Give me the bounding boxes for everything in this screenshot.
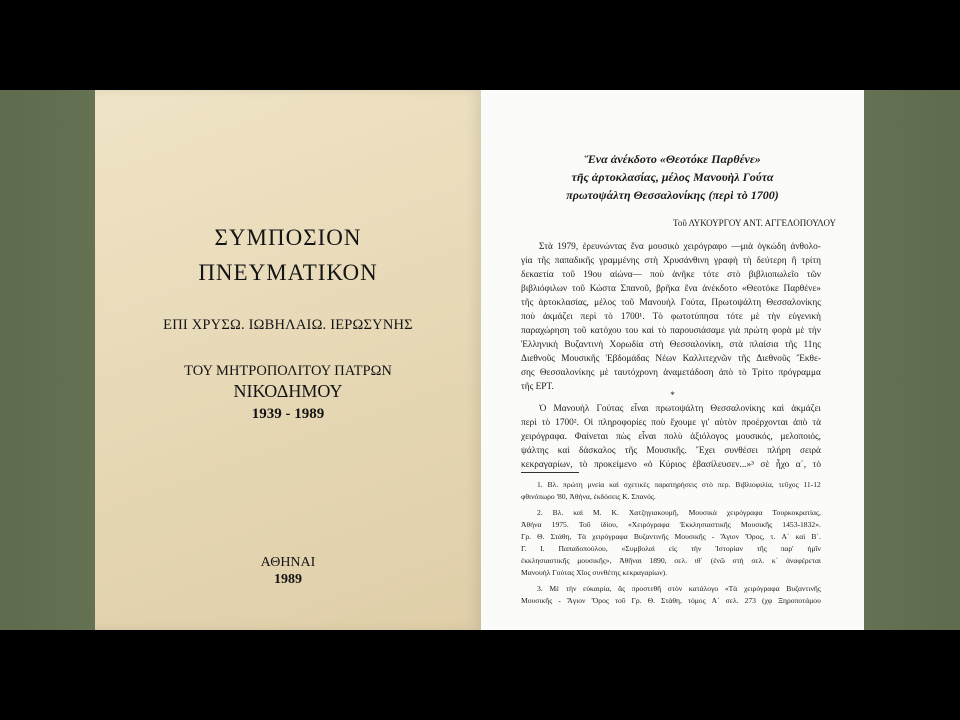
footnote-line: 2. Βλ. καὶ Μ. Κ. Χατζηγιακουμῆ, Μουσικὰ χειρόγραφα Τουρκοκρατίας, — [537, 508, 821, 517]
footnote-line: φθινόπωρο '80, Ἀθήνα, ἐκδόσεις Κ. Σπανός. — [521, 492, 656, 501]
paragraph-2-line: Ὁ Μανουὴλ Γούτας εἶναι πρωτοψάλτη Θεσσαλονίκης καὶ ἀκμάζει — [539, 404, 821, 414]
paragraph-1-line: βιβλιόφιλων τοῦ Κώστα Σπανοῦ, βρῆκα ἕνα ἀνέκδοτο «Θεοτόκε Παρθένε» — [521, 284, 821, 294]
paragraph-1-line: Στὰ 1979, ἐρευνώντας ἕνα μουσικὸ χειρόγραφο —μιὰ ὀγκώδη ἀνθολο- — [539, 242, 821, 252]
cover-subtitle: ΕΠΙ ΧΡΥΣΩ. ΙΩΒΗΛΑΙΩ. ΙΕΡΩΣΥΝΗΣ — [163, 317, 413, 333]
article-title-line: Ἕνα ἀνέκδοτο «Θεοτόκε Παρθένε» — [584, 152, 761, 166]
paragraph-2-line: ψάλτης καὶ δάσκαλος τῆς Μουσικῆς. Ἔχει συνθέσει πλήρη σειρὰ — [521, 446, 821, 456]
footnote-line: Γ. Ι. Παπαδοπούλου, «Συμβολαὶ εἰς τὴν Ἱστορίαν τῆς παρ' ἡμῖν — [521, 544, 821, 553]
cover-publication-year: 1989 — [274, 572, 302, 587]
paragraph-1-line: παραχώρηση τοῦ κατόχου του καὶ τὸ παρουσιάσαμε γιὰ πρώτη φορὰ μὲ τὴν — [521, 326, 821, 336]
paragraph-1-line: γία τῆς παπαδικῆς γραμμένης στὴ Χρυσάνθινη γραφὴ τὴ δεύτερη ἢ τρίτη — [521, 256, 821, 266]
cover-title-line-2: ΠΝΕΥΜΑΤΙΚΟΝ — [198, 260, 378, 285]
article-author: Τοῦ ΛΥΚΟΥΡΓΟΥ ΑΝΤ. ΑΓΓΕΛΟΠΟΥΛΟΥ — [672, 218, 836, 228]
section-separator: * — [670, 390, 675, 400]
book-cover — [95, 90, 481, 630]
cover-name: ΝΙΚΟΔΗΜΟΥ — [233, 381, 343, 401]
article-title-line: τῆς ἀρτοκλασίας, μέλος Μανουὴλ Γούτα — [571, 170, 774, 184]
cover-years: 1939 - 1989 — [251, 406, 325, 422]
paragraph-2-line: χειρόγραφα. Φαίνεται πὼς εἶναι πολὺ ἀξιόλογος μουσικός, μελοποιός, — [521, 432, 821, 442]
paragraph-2-line: κεκραγαρίων, τὸ προκείμενο «ὁ Κύριος ἐβασίλευσεν...»³ σὲ ἦχο α΄, τὸ — [521, 460, 821, 470]
footnote-line: 1. Βλ. πρώτη μνεία καὶ σχετικὲς παρατηρήσεις στὸ περ. Βιβλιοφιλία, τεῦχος 11-12 — [537, 480, 821, 489]
footnote-rule — [521, 472, 579, 473]
footnote-line: Μουσικῆς - Ἅγιον Ὄρος τοῦ Γρ. Θ. Στάθη, τόμος Α΄ σελ. 273 (χφ Ξηροποτάμου — [521, 596, 821, 605]
footnote-line: Γρ. Θ. Στάθη, Τὰ χειρόγραφα Βυζαντινῆς Μουσικῆς - Ἅγιον Ὄρος, τ. Α΄ καὶ Β΄. — [521, 532, 821, 541]
paragraph-1-line: τῆς ΕΡΤ. — [521, 382, 554, 392]
cover-metropolitan: ΤΟΥ ΜΗΤΡΟΠΟΛΙΤΟΥ ΠΑΤΡΩΝ — [184, 363, 392, 379]
footnote-line: Ἀθήνα 1975. Τοῦ ἰδίου, «Χειρόγραφα Ἐκκλησιαστικῆς Μουσικῆς 1453-1832». — [521, 520, 821, 529]
paragraph-1-line: Διεθνοῦς Μουσικῆς Ἑβδομάδας Νέων Καλλιτεχνῶν τῆς Διεθνοῦς Ἔκθε- — [521, 354, 821, 364]
footnote-line: Μανουὴλ Γούτας Χῖος συνθέτης κεκραγαρίων). — [521, 568, 668, 577]
footnote-line: 3. Μὲ τὴν εὐκαιρία, ἂς προστεθῆ στὸν κατάλογο «Τὰ χειρόγραφα Βυζαντινῆς — [537, 584, 821, 593]
cover-city: ΑΘΗΝΑΙ — [260, 555, 316, 570]
footnote-line: ἐκκλησιαστικῆς μουσικῆς», Ἀθῆναι 1890, σελ. ιθ΄ (ἐνῶ στὴ σελ. κ΄ ἀναφέρεται — [521, 556, 821, 565]
paragraph-1-line: δεκαετία τοῦ 19ου αἰώνα— ποὺ ἀνῆκε τότε στὸ βιβλιοπωλεῖο τῶν — [521, 270, 821, 280]
article-title-line: πρωτοψάλτη Θεσσαλονίκης (περὶ τὸ 1700) — [566, 188, 779, 202]
paragraph-1-line: ποὺ ἀκμάζει περὶ τὸ 1700¹. Τὸ φωτοτύπησα τότε μὲ τὴν εὐγενικὴ — [521, 312, 821, 322]
paragraph-1-line: σης Θεσσαλονίκης μὲ ταυτόχρονη ἀναμετάδοση ἀπὸ τὸ Τρίτο πρόγραμμα — [521, 368, 821, 378]
paragraph-1-line: Ἑλληνικὴ Βυζαντινὴ Χορωδία στὴ Θεσσαλονίκη, στὰ πλαίσια τῆς 11ης — [521, 340, 821, 350]
cover-title-line-1: ΣΥΜΠΟΣΙΟΝ — [214, 225, 362, 250]
paragraph-1-line: τῆς ἀρτοκλασίας, μέλος τοῦ Μανουὴλ Γούτα, Πρωτοψάλτη Θεσσαλονίκης — [521, 298, 821, 308]
paragraph-2-line: περὶ τὸ 1700². Οἱ πληροφορίες ποὺ ἔχουμε γι' αὐτὸν προέρχονται ἀπὸ τὰ — [521, 418, 821, 428]
article-page — [481, 90, 864, 630]
